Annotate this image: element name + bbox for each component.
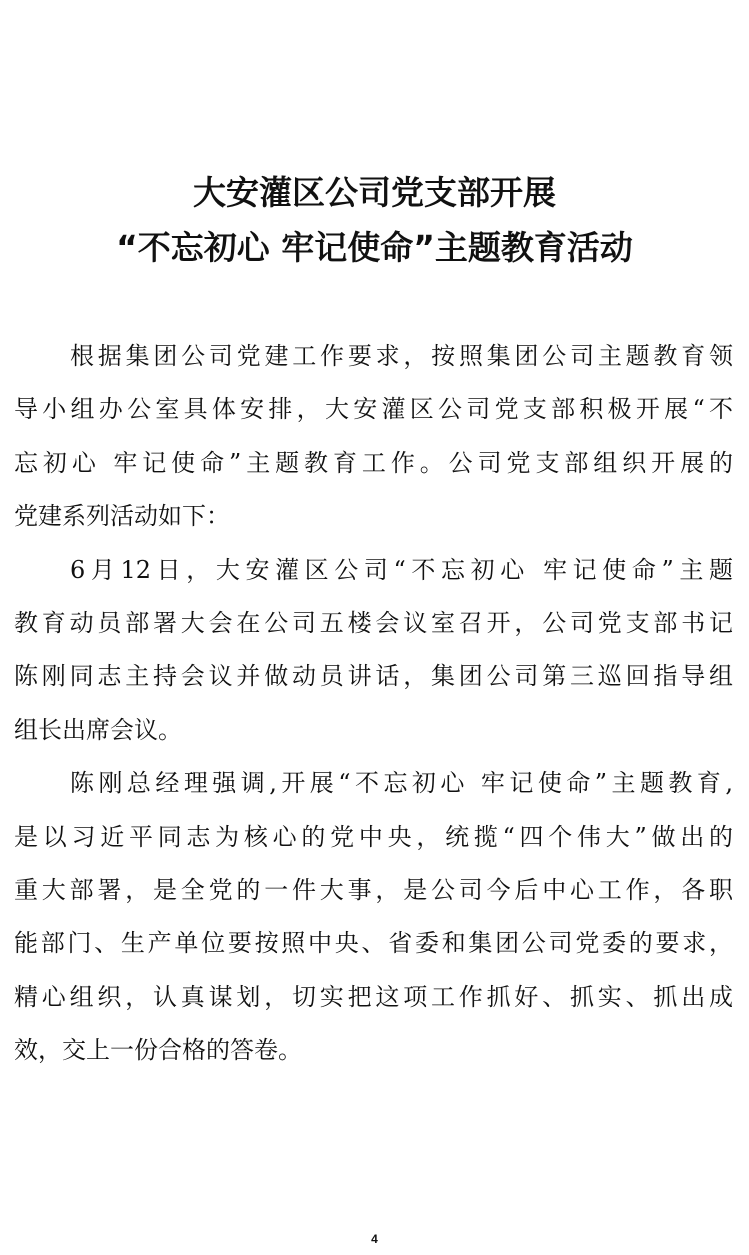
text-line: 根据集团公司党建工作要求，按照集团公司主题教育领 (70, 342, 733, 370)
title-line-1: 大安灌区公司党支部开展 (193, 173, 556, 212)
document-body (14, 330, 733, 1077)
page-number: 4 (371, 1232, 378, 1246)
text-line: 精心组织，认真谋划，切实把这项工作抓好、抓实、抓出成 (14, 982, 733, 1011)
text-line: 效，交上一份合格的答卷。 (14, 1036, 302, 1065)
text-line: 教育动员部署大会在公司五楼会议室召开，公司党支部书记 (14, 608, 733, 637)
text-line: 能部门、生产单位要按照中央、省委和集团公司党委的要求， (14, 929, 733, 958)
text-line: 陈刚同志主持会议并做动员讲话，集团公司第三巡回指导组 (14, 662, 733, 691)
text-line: 导小组办公室具体安排，大安灌区公司党支部积极开展“不 (14, 395, 733, 424)
text-line: 6月12日，大安灌区公司“不忘初心 牢记使命”主题 (70, 555, 733, 584)
title-line-2: “不忘初心 牢记使命”主题教育活动 (116, 228, 633, 267)
text-line: 党建系列活动如下： (14, 502, 230, 531)
text-line: 重大部署，是全党的一件大事，是公司今后中心工作，各职 (14, 875, 733, 904)
text-line: 陈刚总经理强调,开展“不忘初心 牢记使命”主题教育, (70, 769, 733, 798)
paragraph-3 (14, 757, 733, 1077)
paragraph-1 (14, 330, 733, 544)
text-line: 是以习近平同志为核心的党中央，统揽“四个伟大”做出的 (14, 822, 733, 851)
paragraph-2 (14, 544, 733, 758)
document-title (0, 165, 749, 275)
text-line: 组长出席会议。 (14, 715, 182, 744)
text-line: 忘初心 牢记使命”主题教育工作。公司党支部组织开展的 (14, 448, 733, 477)
